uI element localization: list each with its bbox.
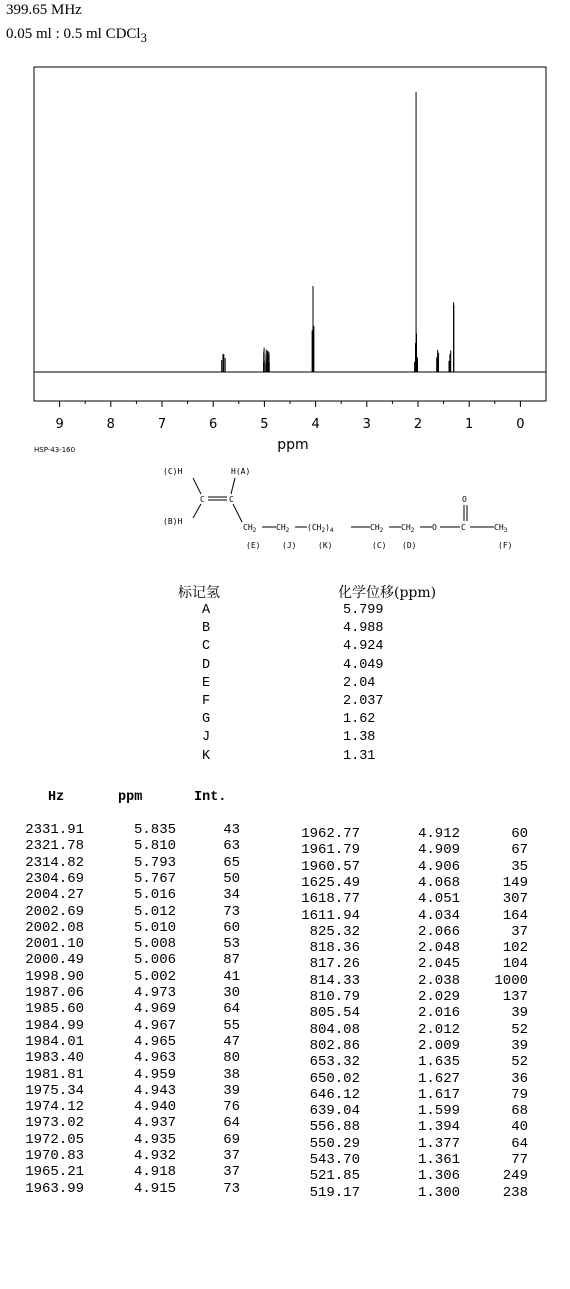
peak-ppm: 4.912 <box>417 826 460 842</box>
peak-ppm: 5.010 <box>133 919 176 936</box>
peak-int: 67 <box>511 842 528 859</box>
peak-int: 164 <box>502 907 528 924</box>
struct-label: (F) <box>498 541 513 550</box>
peak-row <box>0 1152 570 1169</box>
peak-int: 69 <box>223 1131 240 1148</box>
peak-hz: 2314.82 <box>25 854 84 871</box>
peak-hz: 2001.10 <box>25 936 84 953</box>
peak-lines <box>222 92 454 372</box>
x-tick-label: 2 <box>413 417 423 432</box>
peak-row <box>0 1087 570 1104</box>
peak-row <box>0 956 570 973</box>
struct-label: $CH_2$ <box>401 523 415 534</box>
assignment-header-shift: 化学位移(ppm) <box>338 585 437 601</box>
peak-ppm: 2.066 <box>417 923 460 940</box>
struct-label: (B)H <box>163 517 183 526</box>
peak-hz: 1974.12 <box>25 1099 84 1116</box>
struct-label: $CH_3$ <box>494 523 508 534</box>
peak-ppm: 2.048 <box>417 940 460 957</box>
peak-int: 60 <box>223 919 240 936</box>
struct-label: O <box>432 523 437 532</box>
assignment-row <box>0 694 570 712</box>
assignment-header-label: 标记氢 <box>178 585 220 601</box>
peak-ppm: 4.034 <box>417 907 460 924</box>
assignment-label: E <box>202 675 211 691</box>
struct-label: H(A) <box>231 467 251 476</box>
peak-ppm: 1.300 <box>417 1184 460 1201</box>
peak-ppm: 2.045 <box>417 956 460 973</box>
x-axis-ticks <box>55 401 524 432</box>
peak-hz: 519.17 <box>309 1184 360 1201</box>
peak-ppm: 1.599 <box>417 1103 460 1120</box>
struct-label: (J) <box>282 541 297 550</box>
peak-hz: 2304.69 <box>25 870 84 887</box>
peak-row <box>0 1054 570 1071</box>
peak-hz: 1963.99 <box>25 1180 84 1197</box>
peak-ppm: 2.016 <box>417 1005 460 1022</box>
peak-int: 34 <box>223 887 240 904</box>
peak-hz: 543.70 <box>309 1152 360 1168</box>
peak-hz: 804.08 <box>309 1021 360 1038</box>
peak-ppm: 4.935 <box>133 1131 176 1148</box>
peak-hz: 1961.79 <box>301 842 360 859</box>
peak-int: 30 <box>223 985 240 1001</box>
nmr-spectrum <box>0 0 570 570</box>
peak-row <box>0 842 570 859</box>
struct-bond <box>231 478 235 494</box>
spectrometer-frequency: 399.65 MHz <box>6 2 82 18</box>
peak-hz: 521.85 <box>309 1168 360 1185</box>
peak-int: 80 <box>223 1050 240 1067</box>
peak-hz: 556.88 <box>309 1119 360 1136</box>
peak-hz: 1985.60 <box>25 1001 84 1018</box>
assignment-shift: 5.799 <box>343 603 384 618</box>
x-tick-label: 6 <box>209 417 218 432</box>
struct-bond <box>193 478 201 494</box>
peak-int: 64 <box>511 1135 528 1152</box>
assignment-shift: 2.037 <box>343 694 384 709</box>
peak-int: 73 <box>223 1180 240 1197</box>
peak-row <box>0 989 570 1006</box>
peak-ppm: 4.068 <box>417 874 460 891</box>
struct-bond <box>233 504 242 522</box>
peak-int: 37 <box>223 1148 240 1164</box>
peak-int: 64 <box>223 1001 240 1018</box>
peak-ppm: 4.940 <box>133 1099 176 1116</box>
struct-label: C <box>229 495 234 504</box>
peak-int: 40 <box>511 1119 528 1136</box>
peak-hz: 1970.83 <box>25 1148 84 1164</box>
peak-int: 52 <box>511 1054 528 1071</box>
assignment-shift: 1.31 <box>343 748 376 764</box>
peak-hz: 1965.21 <box>25 1164 84 1181</box>
assignment-row <box>0 730 570 748</box>
peak-ppm: 4.943 <box>133 1082 176 1099</box>
peak-int: 76 <box>223 1099 240 1116</box>
peak-hz: 818.36 <box>309 940 360 957</box>
peak-int: 63 <box>223 838 240 855</box>
peak-int: 37 <box>511 923 528 940</box>
assignment-shift: 4.924 <box>343 639 384 655</box>
peak-hz: 1983.40 <box>25 1050 84 1067</box>
assignment-label: B <box>202 621 211 637</box>
peak-row <box>0 1185 570 1202</box>
peak-hz: 1625.49 <box>301 874 360 891</box>
peak-row <box>0 924 570 941</box>
peak-hz: 1972.05 <box>25 1131 84 1148</box>
peak-hz: 1611.94 <box>301 907 360 924</box>
x-tick-label: 1 <box>465 417 474 432</box>
assignment-shift: 2.04 <box>343 675 376 691</box>
peak-int: 47 <box>223 1033 240 1050</box>
peak-header-hz: Hz <box>48 790 65 805</box>
struct-label: $(CH_2)_4$ <box>307 523 334 534</box>
peak-row <box>0 1119 570 1136</box>
solvent-subscript: 3 <box>140 31 147 45</box>
plot-frame <box>34 67 546 401</box>
peak-hz: 639.04 <box>309 1103 360 1120</box>
assignment-shift: 4.049 <box>343 657 384 673</box>
solvent-text: 0.05 ml : 0.5 ml CDCl <box>6 26 141 42</box>
peak-hz: 2004.27 <box>25 887 84 904</box>
peak-ppm: 4.963 <box>133 1050 176 1067</box>
spectrum-code: HSP-43-160 <box>34 446 76 454</box>
peak-ppm: 1.617 <box>417 1086 460 1103</box>
peak-hz: 1998.90 <box>25 968 84 985</box>
peak-ppm: 1.361 <box>417 1152 460 1168</box>
peak-int: 53 <box>223 936 240 953</box>
peak-row <box>0 1005 570 1022</box>
peak-int: 73 <box>223 903 240 920</box>
peak-header-ppm: ppm <box>118 790 143 805</box>
assignment-row <box>0 712 570 730</box>
peak-int: 77 <box>511 1152 528 1168</box>
peak-row <box>0 859 570 876</box>
assignment-shift: 1.62 <box>343 712 376 728</box>
peak-ppm: 2.029 <box>417 989 460 1005</box>
peak-int: 79 <box>511 1086 528 1103</box>
struct-label: $CH_2$ <box>243 523 257 534</box>
peak-ppm: 1.635 <box>417 1054 460 1071</box>
peak-hz: 1987.06 <box>25 985 84 1001</box>
struct-label: (C)H <box>163 467 183 476</box>
struct-label: (K) <box>318 541 333 550</box>
peak-ppm: 5.008 <box>133 936 176 953</box>
peak-hz: 802.86 <box>309 1037 360 1054</box>
x-tick-label: 4 <box>311 417 320 432</box>
peak-hz: 810.79 <box>309 989 360 1005</box>
assignment-row <box>0 676 570 694</box>
peak-int: 39 <box>511 1037 528 1054</box>
peak-int: 87 <box>223 952 240 969</box>
assignment-label: J <box>202 730 211 746</box>
struct-label: (E) <box>246 541 261 550</box>
x-axis-label: ppm <box>277 437 309 453</box>
assignment-label: G <box>202 712 211 728</box>
peak-ppm: 1.627 <box>417 1070 460 1087</box>
peak-hz: 825.32 <box>309 923 360 940</box>
struct-label: $CH_2$ <box>276 523 290 534</box>
peak-hz: 1962.77 <box>301 826 360 842</box>
peak-ppm: 5.793 <box>133 854 176 871</box>
peak-ppm: 4.937 <box>133 1115 176 1132</box>
assignment-label: A <box>202 603 211 618</box>
peak-hz: 646.12 <box>309 1086 360 1103</box>
x-tick-label: 7 <box>157 417 167 432</box>
structure-diagram <box>163 467 512 550</box>
peak-ppm: 4.909 <box>417 842 460 859</box>
struct-label: C <box>461 523 466 532</box>
peak-int: 52 <box>511 1021 528 1038</box>
peak-row <box>0 1022 570 1039</box>
peak-ppm: 5.016 <box>133 887 176 904</box>
peak-hz: 2321.78 <box>25 838 84 855</box>
peak-int: 41 <box>223 968 240 985</box>
peak-int: 137 <box>502 989 528 1005</box>
peak-row <box>0 940 570 957</box>
struct-bond <box>193 504 201 518</box>
assignment-row <box>0 658 570 676</box>
peak-row <box>0 826 570 843</box>
peak-int: 102 <box>502 940 528 957</box>
peak-ppm: 4.051 <box>417 891 460 908</box>
peak-ppm: 2.012 <box>417 1021 460 1038</box>
peak-ppm: 4.967 <box>133 1017 176 1034</box>
peak-hz: 550.29 <box>309 1135 360 1152</box>
peak-ppm: 4.969 <box>133 1001 176 1018</box>
peak-hz: 653.32 <box>309 1054 360 1071</box>
peak-int: 104 <box>502 956 528 973</box>
peak-int: 65 <box>223 854 240 871</box>
peak-int: 35 <box>511 858 528 875</box>
assignment-shift: 4.988 <box>343 621 384 637</box>
struct-label: (D) <box>402 541 417 550</box>
peak-hz: 805.54 <box>309 1005 360 1022</box>
peak-ppm: 5.835 <box>133 822 176 838</box>
peak-ppm: 5.810 <box>133 838 176 855</box>
peak-int: 60 <box>511 826 528 842</box>
peak-hz: 2000.49 <box>25 952 84 969</box>
struct-label: O <box>462 495 467 504</box>
peak-ppm: 2.038 <box>417 972 460 989</box>
peak-int: 43 <box>223 822 240 838</box>
peak-int: 39 <box>223 1082 240 1099</box>
peak-header-int: Int. <box>194 790 227 805</box>
peak-ppm: 1.306 <box>417 1168 460 1185</box>
struct-label: $CH_2$ <box>370 523 384 534</box>
peak-ppm: 5.012 <box>133 903 176 920</box>
assignment-row <box>0 749 570 767</box>
peak-int: 55 <box>223 1017 240 1034</box>
peak-hz: 1960.57 <box>301 858 360 875</box>
peak-int: 50 <box>223 870 240 887</box>
peak-int: 38 <box>223 1066 240 1083</box>
peak-ppm: 1.394 <box>417 1119 460 1136</box>
peak-int: 68 <box>511 1103 528 1120</box>
peak-row <box>0 891 570 908</box>
peak-row <box>0 875 570 892</box>
peak-int: 307 <box>502 891 528 908</box>
peak-row <box>0 1136 570 1153</box>
peak-int: 249 <box>502 1168 528 1185</box>
assignment-row <box>0 621 570 639</box>
peak-row <box>0 1038 570 1055</box>
peak-ppm: 4.959 <box>133 1066 176 1083</box>
peak-hz: 1984.01 <box>25 1033 84 1050</box>
peak-ppm: 5.006 <box>133 952 176 969</box>
peak-ppm: 5.767 <box>133 870 176 887</box>
assignment-label: F <box>202 694 211 709</box>
x-tick-label: 3 <box>362 417 371 432</box>
peak-hz: 1975.34 <box>25 1082 84 1099</box>
peak-hz: 1981.81 <box>25 1066 84 1083</box>
peak-ppm: 4.932 <box>133 1148 176 1164</box>
peak-hz: 817.26 <box>309 956 360 973</box>
peak-ppm: 5.002 <box>133 968 176 985</box>
peak-ppm: 4.915 <box>133 1180 176 1197</box>
x-tick-label: 8 <box>106 417 115 432</box>
peak-hz: 650.02 <box>309 1070 360 1087</box>
peak-row <box>0 1103 570 1120</box>
peak-int: 39 <box>511 1005 528 1022</box>
peak-int: 1000 <box>494 972 528 989</box>
peak-ppm: 4.965 <box>133 1033 176 1050</box>
peak-int: 64 <box>223 1115 240 1132</box>
peak-hz: 2331.91 <box>25 822 84 838</box>
peak-ppm: 4.973 <box>133 985 176 1001</box>
assignment-label: C <box>202 639 211 655</box>
peak-int: 149 <box>502 874 528 891</box>
assignment-row <box>0 639 570 657</box>
x-tick-label: 5 <box>260 417 269 432</box>
peak-ppm: 4.906 <box>417 858 460 875</box>
peak-hz: 1973.02 <box>25 1115 84 1132</box>
struct-label: C <box>200 495 205 504</box>
peak-hz: 2002.08 <box>25 919 84 936</box>
peak-hz: 814.33 <box>309 972 360 989</box>
assignment-label: D <box>202 657 211 673</box>
peak-hz: 2002.69 <box>25 903 84 920</box>
peak-row <box>0 908 570 925</box>
assignment-label: K <box>202 748 211 764</box>
peak-int: 238 <box>502 1184 528 1201</box>
peak-row <box>0 1168 570 1185</box>
peak-row <box>0 973 570 990</box>
peak-ppm: 1.377 <box>417 1135 460 1152</box>
peak-ppm: 2.009 <box>417 1037 460 1054</box>
peak-row <box>0 1071 570 1088</box>
x-tick-label: 9 <box>55 417 64 432</box>
peak-hz: 1618.77 <box>301 891 360 908</box>
peak-ppm: 4.918 <box>133 1164 176 1181</box>
assignment-row <box>0 603 570 621</box>
assignment-shift: 1.38 <box>343 730 376 746</box>
peak-hz: 1984.99 <box>25 1017 84 1034</box>
peak-int: 36 <box>511 1070 528 1087</box>
struct-label: (C) <box>372 541 387 550</box>
peak-int: 37 <box>223 1164 240 1181</box>
x-tick-label: 0 <box>516 417 525 432</box>
